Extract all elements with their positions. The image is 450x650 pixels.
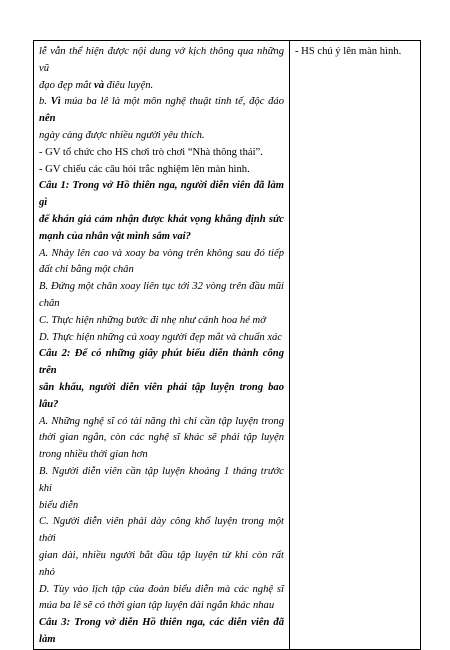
- paragraph-line: b. Vì múa ba lê là một môn nghệ thuật tinh tế, độc đáo nên: [39, 96, 284, 125]
- question-1-option-a: đất chỉ bằng một chân: [39, 264, 134, 276]
- question-2-line: Câu 2: Để có những giây phút biểu diễn thành công trên: [39, 348, 284, 377]
- table-row: [34, 41, 421, 650]
- question-1-line: để khán giả cảm nhận được khát vọng khẳng định sức: [39, 213, 284, 225]
- student-activity-cell: [290, 41, 421, 650]
- question-2-option-b: B. Người diễn viên cần tập luyện khoảng 1 tháng trước khi: [39, 465, 284, 494]
- teacher-activity-cell: [34, 41, 290, 650]
- question-2-option-a: trong nhiều thời gian hơn: [39, 449, 148, 461]
- question-1-option-b: chân: [39, 297, 60, 309]
- question-3-line: Câu 3: Trong vở diễn Hồ thiên nga, các diễn viên đã làm: [39, 617, 284, 645]
- question-2-option-c: gian dài, nhiều người bắt đầu tập luyện từ khi còn rất nhỏ: [39, 549, 284, 578]
- paragraph-line: lễ vẫn thể hiện được nội dung vở kịch thông qua những vũ: [39, 46, 284, 74]
- question-2-option-c: C. Người diễn viên phải dày công khổ luyện trong một thời: [39, 516, 284, 545]
- paragraph-line: ngày càng được nhiều người yêu thích.: [39, 129, 205, 141]
- question-1-option-b: B. Đứng một chân xoay liên tục tới 32 vòng trên đầu mũi: [39, 281, 284, 293]
- question-1-option-d: D. Thực hiện những cú xoay người đẹp mắt và chuẩn xác: [39, 331, 283, 343]
- paragraph-line: đạo đẹp mắt và điêu luyện.: [39, 79, 154, 91]
- question-2-option-d: múa ba lê sẽ có thời gian tập luyện dài ngắn khác nhau: [39, 600, 275, 612]
- question-2-option-a: A. Những nghệ sĩ có tài năng thì chỉ cần tập luyện trong: [39, 415, 284, 427]
- document-page: [33, 40, 419, 645]
- question-1-line: mạnh của nhân vật mình sắm vai?: [39, 230, 191, 242]
- question-1-option-a: A. Nhảy lên cao và xoay ba vòng trên không sau đó tiếp: [39, 247, 284, 259]
- instruction-line: - GV chiếu các câu hỏi trắc nghiệm lên màn hình.: [39, 163, 250, 175]
- question-2-option-d: D. Tùy vào lịch tập của đoàn biểu diễn mà các nghệ sĩ: [39, 583, 284, 595]
- question-2-option-b: biểu diễn: [39, 499, 79, 511]
- question-1-line: Câu 1: Trong vở Hồ thiên nga, người diễn viên đã làm gì: [39, 180, 284, 209]
- question-2-option-a: thời gian ngắn, còn các nghệ sĩ khác sẽ phải tập luyện: [39, 432, 284, 444]
- question-1-option-c: C. Thực hiện những bước đi nhẹ như cánh hoa hé mở: [39, 314, 266, 326]
- question-2-line: sân khấu, người diễn viên phải tập luyện trong bao lâu?: [39, 381, 284, 410]
- lesson-plan-table: [33, 40, 421, 650]
- instruction-line: - GV tổ chức cho HS chơi trò chơi “Nhà thông thái”.: [39, 146, 263, 158]
- student-note: - HS chú ý lên màn hình.: [295, 46, 402, 57]
